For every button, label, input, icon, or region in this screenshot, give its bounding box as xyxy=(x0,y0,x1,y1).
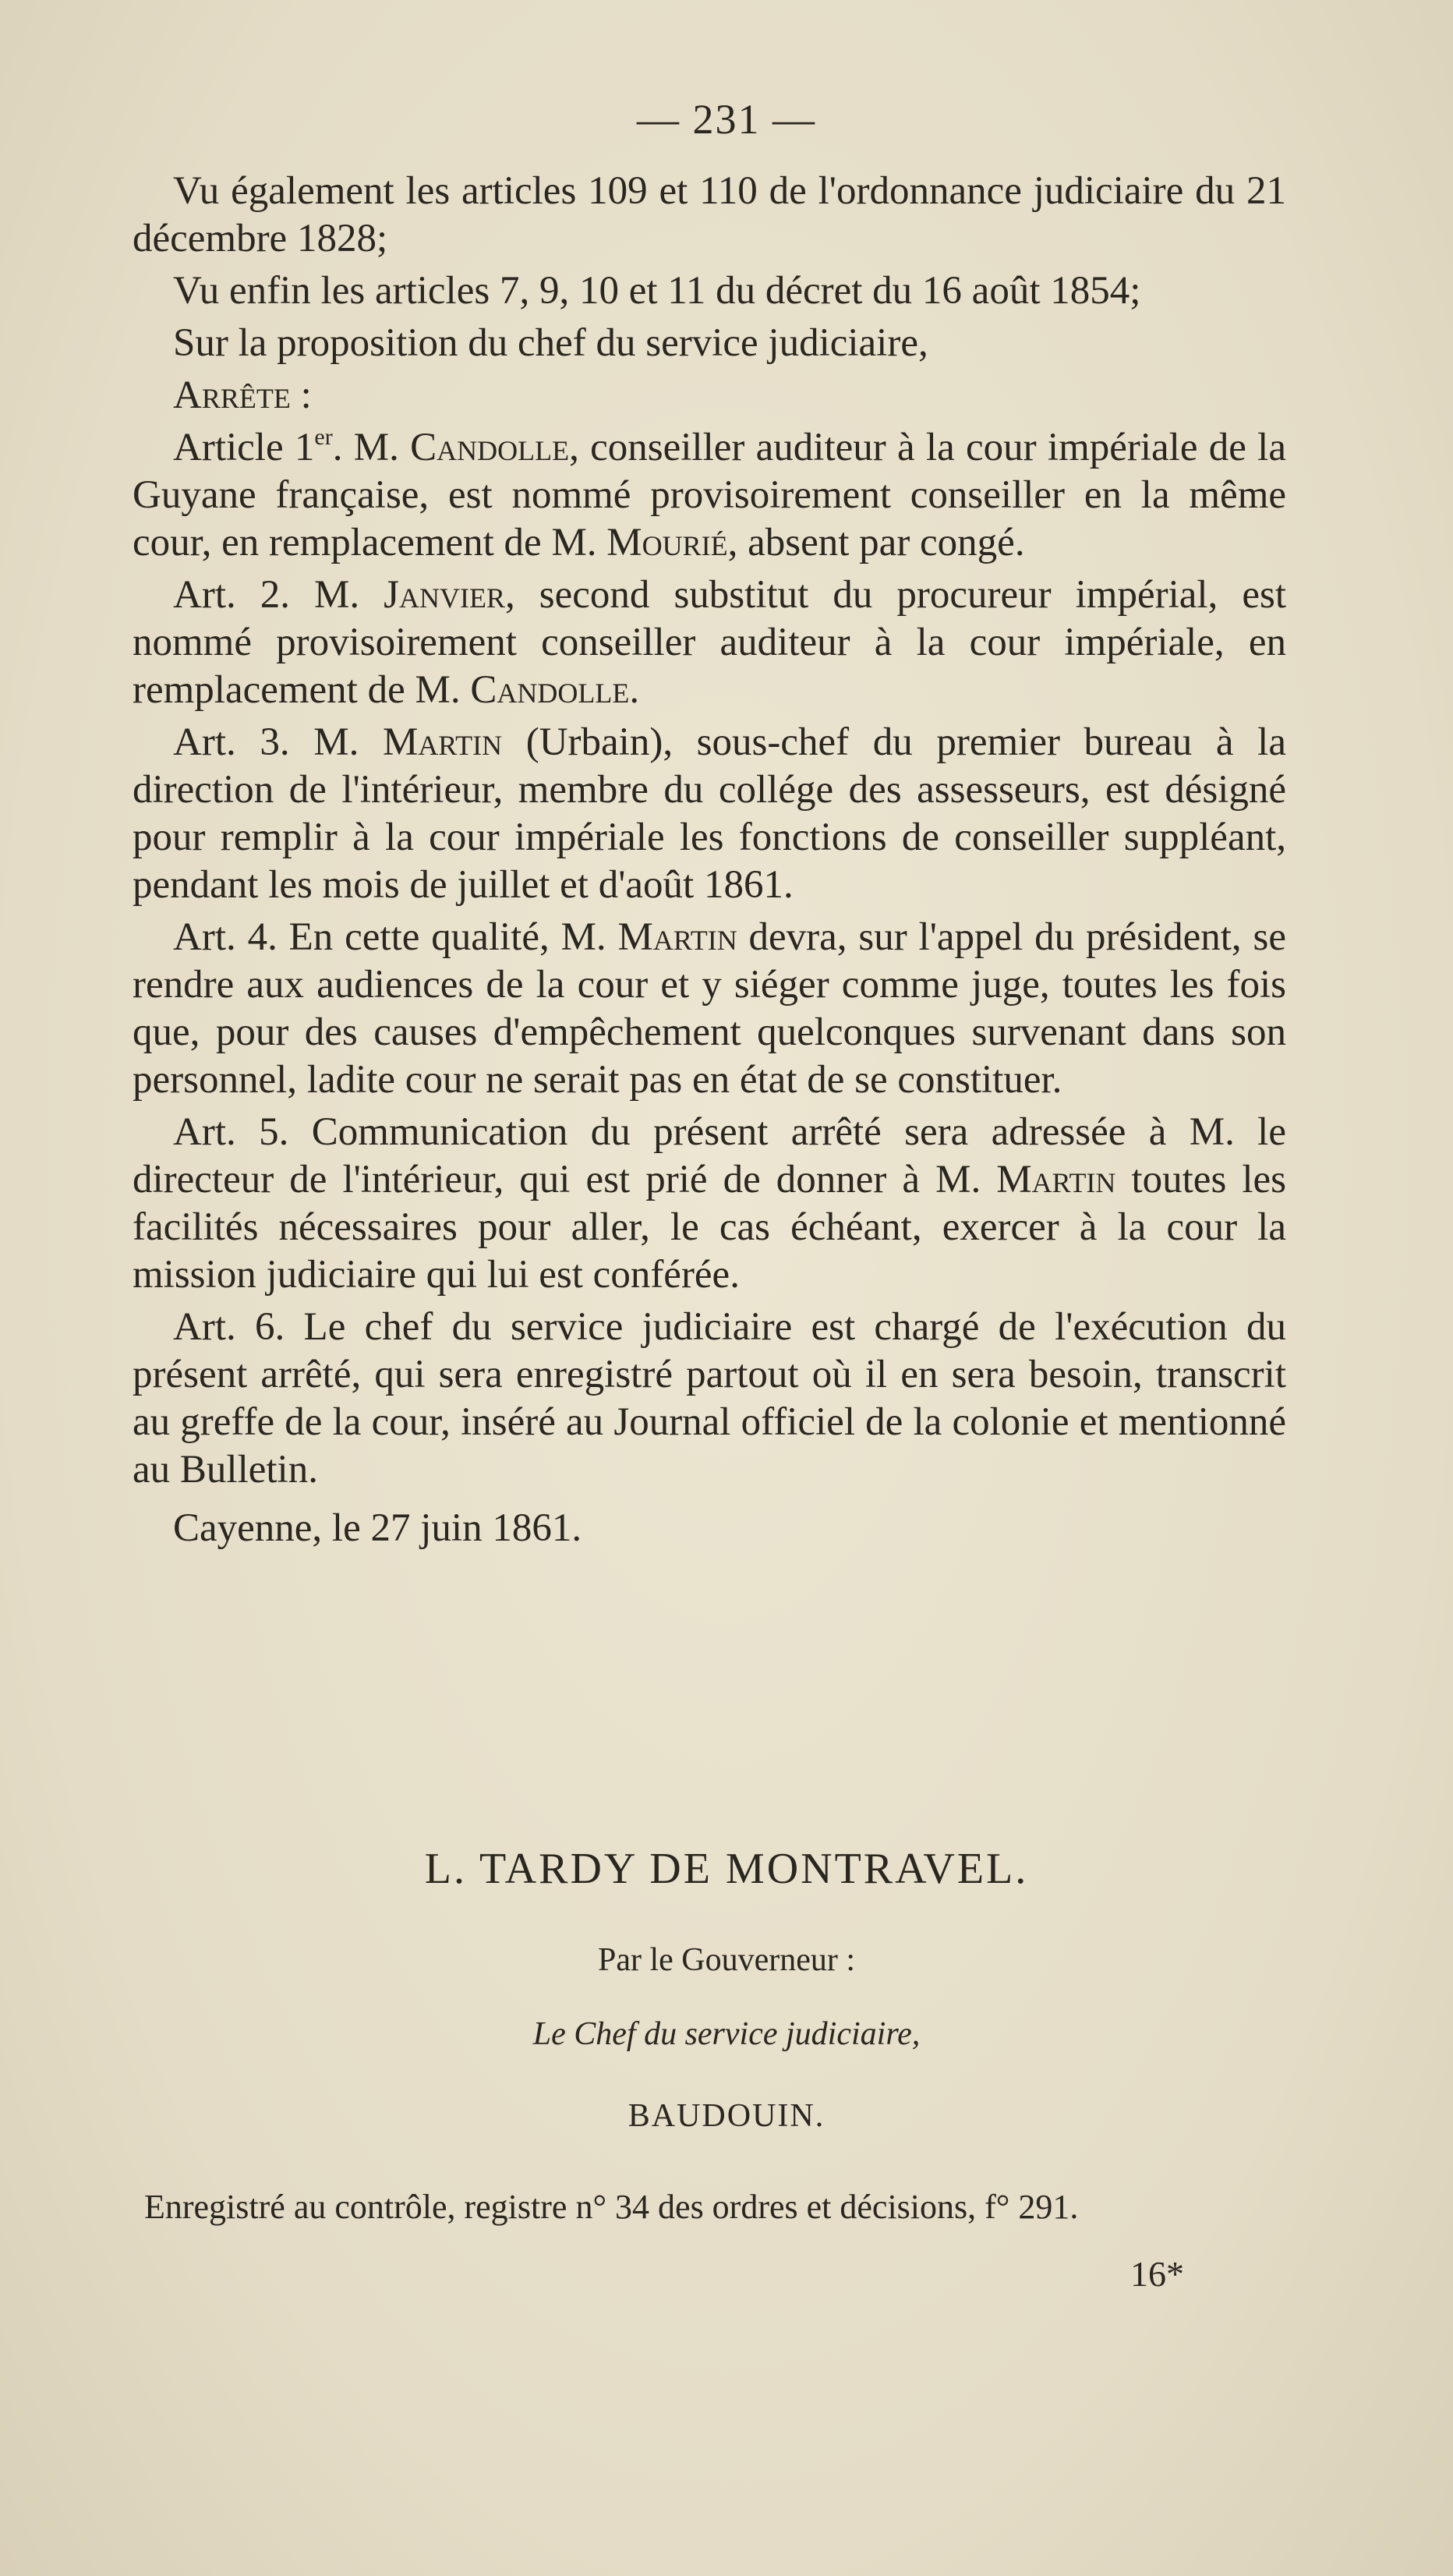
heading-arrete: Arrête : xyxy=(173,373,312,417)
registration-note: Enregistré au contrôle, registre n° 34 des ordres et décisions, f° 291. xyxy=(144,2188,1079,2226)
name-candolle: Candolle xyxy=(470,668,630,712)
name-martin: Martin xyxy=(382,720,503,764)
article-2: Art. 2. M. Janvier, second substitut du procureur impérial, est nommé provisoirement conseiller auditeur à la cour impériale, en remplacement de M. Candolle. xyxy=(133,573,1286,712)
article-4: Art. 4. En cette qualité, M. Martin devra, sur l'appel du président, se rendre aux audiences de la cour et y siéger comme juge, toutes les fois que, pour des causes d'empêchement quelconques survenant dans son personnel, ladite cour ne serait pas en état de se constituer. xyxy=(133,915,1286,1102)
article-6: Art. 6. Le chef du service judiciaire est chargé de l'exécution du présent arrêté, qui sera enregistré partout où il en sera besoin, transcrit au greffe de la cour, inséré au Journal officiel de la colonie et mentionné au Bulletin. xyxy=(133,1305,1286,1491)
article-1: Article 1er. M. Candolle, conseiller auditeur à la cour impériale de la Guyane française, est nommé provisoirement conseiller en la même cour, en remplacement de M. Mourié, absent par congé. xyxy=(133,424,1286,564)
signature-mark: 16* xyxy=(1130,2254,1184,2294)
date-line: Cayenne, le 27 juin 1861. xyxy=(173,1506,582,1550)
governor-signature: L. TARDY DE MONTRAVEL. xyxy=(424,1845,1029,1893)
name-mourie: Mourié xyxy=(606,521,728,564)
article-5: Art. 5. Communication du présent arrêté sera adressée à M. le directeur de l'intérieur, qui est prié de donner à M. Martin toutes les facilités nécessaires pour aller, le cas échéant, exercer à la cour la mission judiciaire qui lui est conférée. xyxy=(133,1110,1286,1297)
name-janvier: Janvier xyxy=(384,573,506,617)
document-body xyxy=(133,168,1286,1557)
paragraph-vu-enfin: Vu enfin les articles 7, 9, 10 et 11 du décret du 16 août 1854; xyxy=(173,269,1141,313)
par-le-gouverneur: Par le Gouverneur : xyxy=(597,1942,856,1978)
name-martin: Martin xyxy=(617,915,737,959)
name-martin: Martin xyxy=(996,1158,1116,1201)
chief-title: Le Chef du service judiciaire, xyxy=(532,2016,921,2052)
article-3: Art. 3. M. Martin (Urbain), sous-chef du premier bureau à la direction de l'intérieur, membre du collége des assesseurs, est désigné pour remplir à la cour impériale les fonctions de conseiller suppléant, pendant les mois de juillet et d'août 1861. xyxy=(133,720,1286,907)
paragraph-proposition: Sur la proposition du chef du service judiciaire, xyxy=(173,321,928,365)
paragraph-vu-egalement: Vu également les articles 109 et 110 de l'ordonnance judiciaire du 21 décembre 1828; xyxy=(133,169,1286,260)
name-candolle: Candolle xyxy=(410,426,570,469)
chief-signature: BAUDOUIN. xyxy=(628,2098,825,2134)
page-number: — 231 — xyxy=(637,96,816,143)
